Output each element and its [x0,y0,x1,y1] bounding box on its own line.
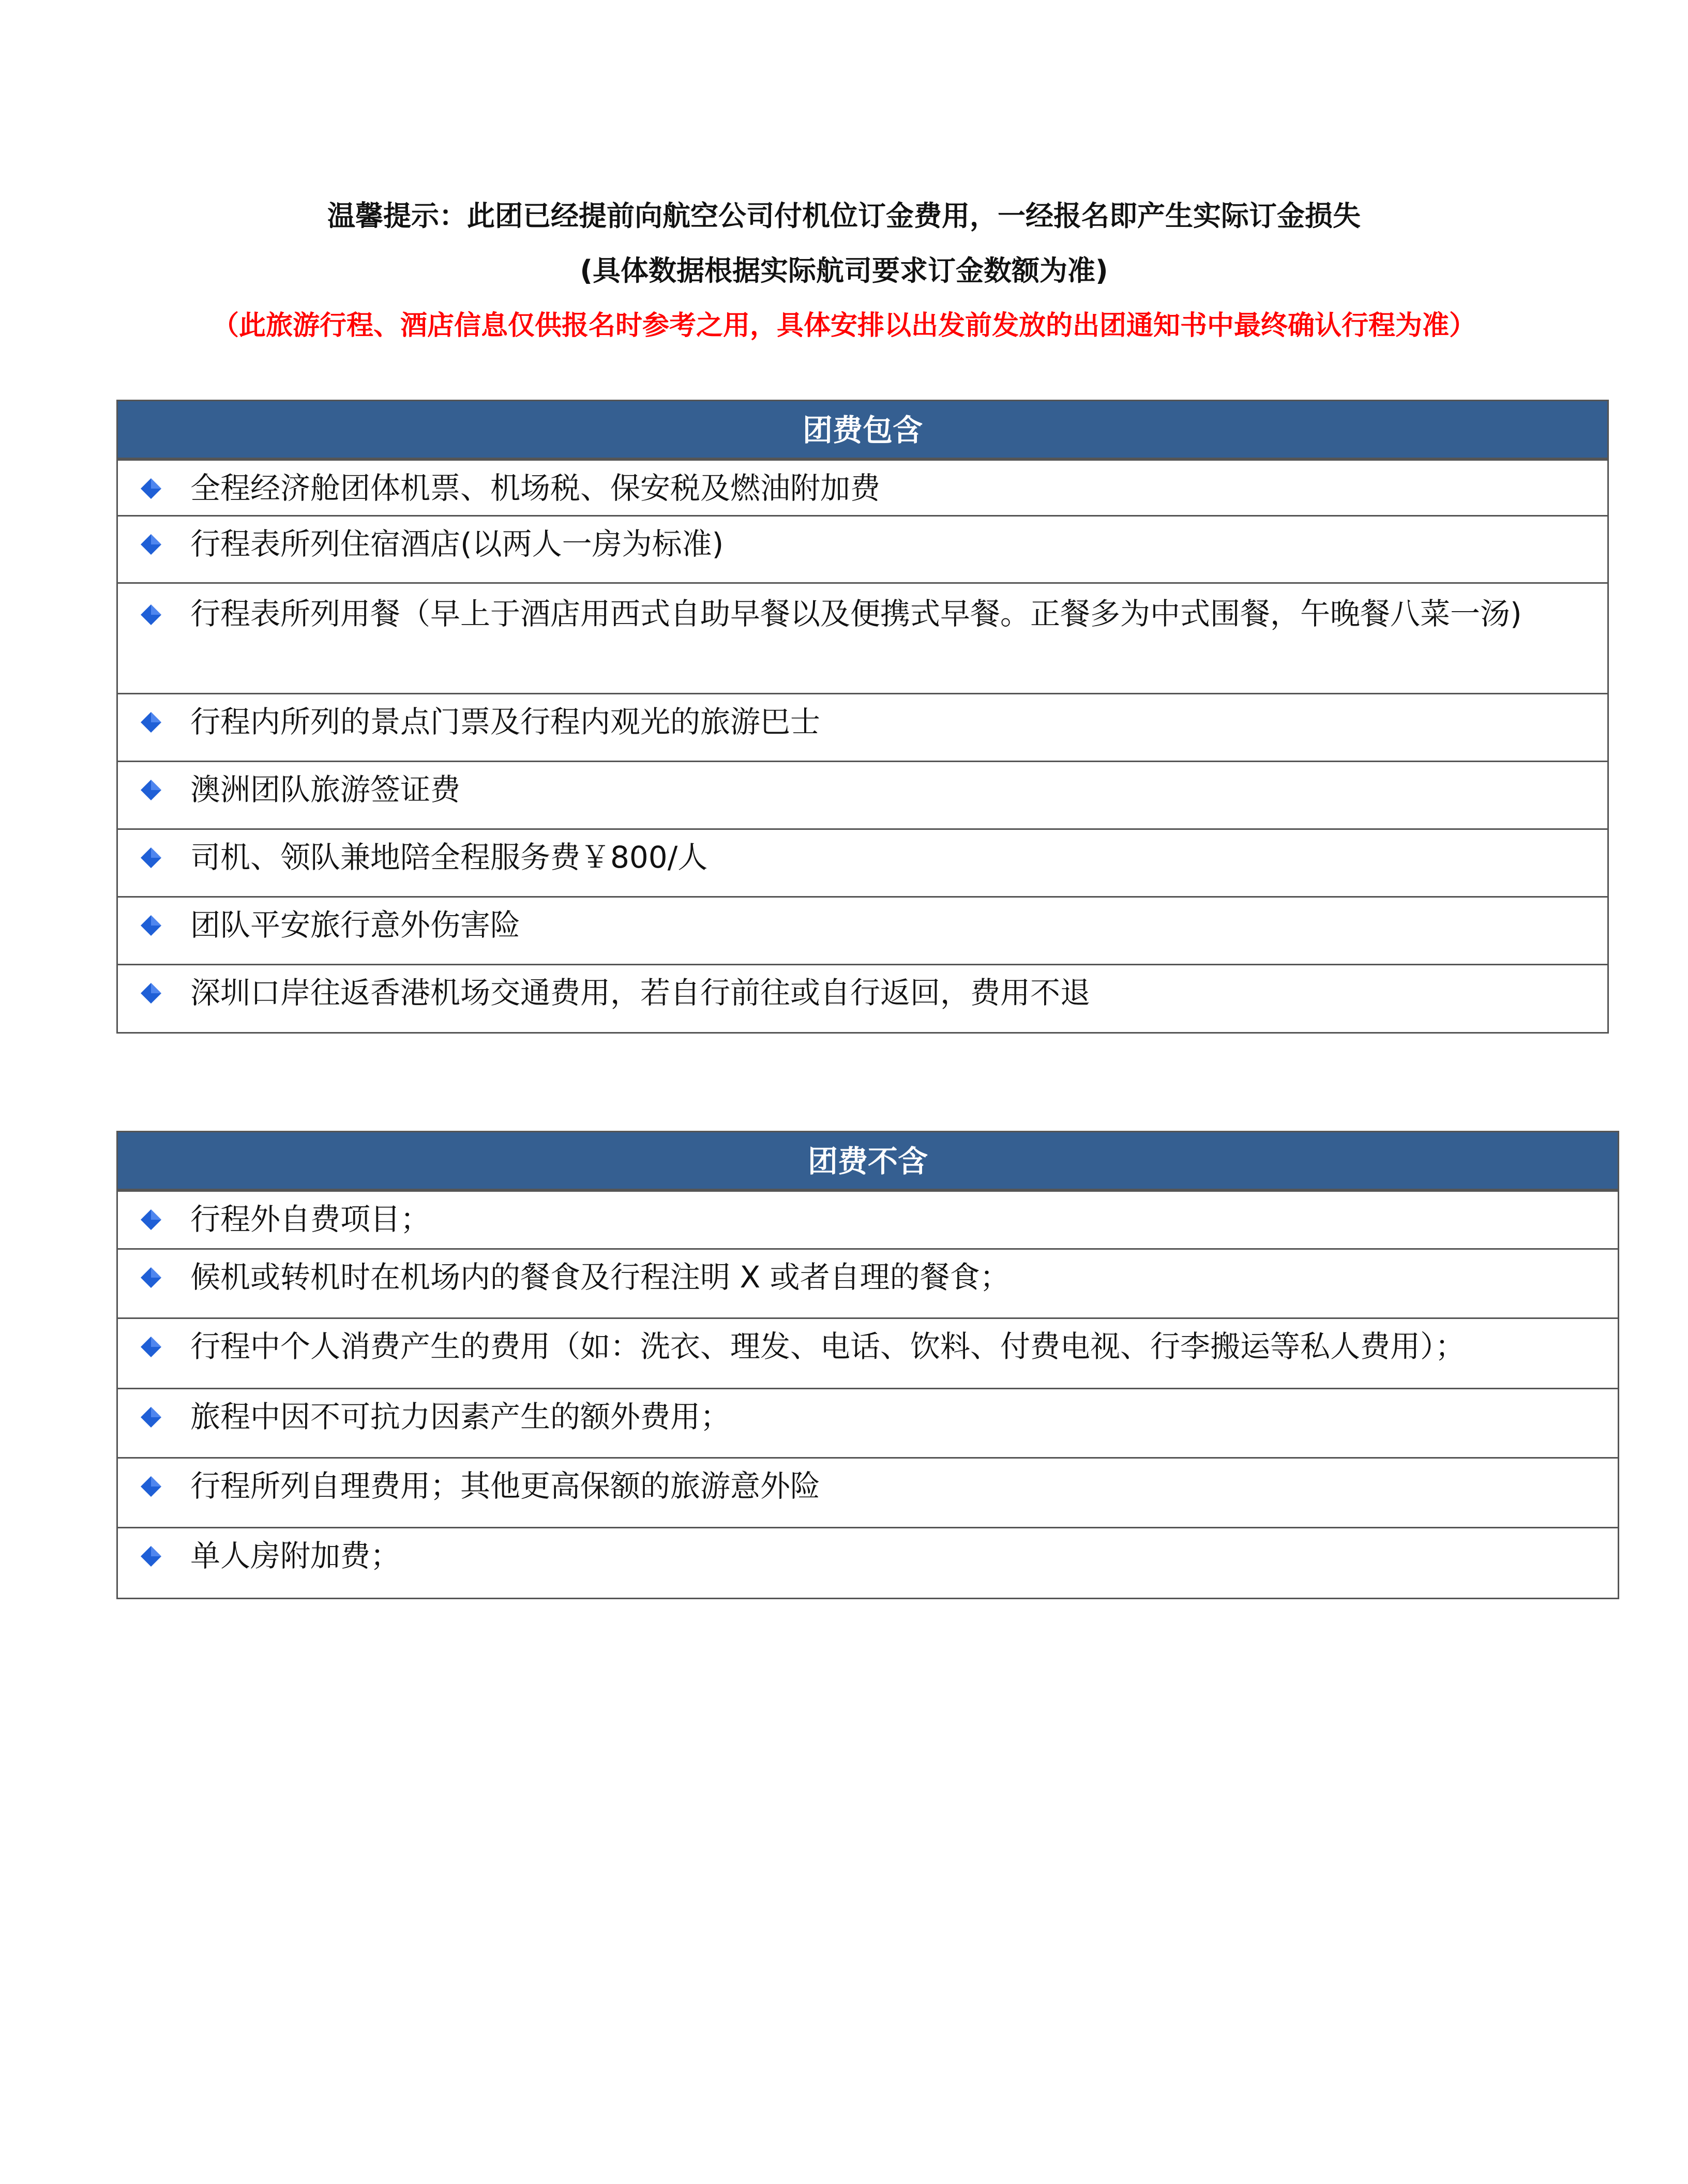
blue-diamond-icon [140,779,162,801]
list-item-text: 行程表所列用餐（早上于酒店用西式自助早餐以及便携式早餐。正餐多为中式围餐，午晚餐八菜一汤) [190,596,1522,631]
list-item-text: 行程表所列住宿酒店(以两人一房为标准) [190,526,724,562]
list-item [118,896,1607,964]
list-item-text: 行程所列自理费用；其他更高保额的旅游意外险 [190,1468,821,1504]
notice-itinerary-disclaimer: （此旅游行程、酒店信息仅供报名时参考之用，具体安排以出发前发放的出团通知书中最终确认行程为准） [212,310,1476,341]
list-item-text: 司机、领队兼地陪全程服务费￥800/人 [190,840,708,875]
fee-excluded-table [116,1131,1619,1599]
list-item-text: 候机或转机时在机场内的餐食及行程注明 X 或者自理的餐食； [190,1260,1010,1295]
list-item [118,1317,1618,1388]
blue-diamond-icon [140,914,162,937]
blue-diamond-icon [140,982,162,1005]
list-item-text: 深圳口岸往返香港机场交通费用，若自行前往或自行返回，费用不退 [190,975,1091,1010]
list-item-text: 全程经济舱团体机票、机场税、保安税及燃油附加费 [190,471,881,506]
list-item-text: 团队平安旅行意外伤害险 [190,907,521,943]
blue-diamond-icon [140,1266,162,1289]
blue-diamond-icon [140,1406,162,1429]
list-item [118,459,1607,515]
blue-diamond-icon [140,477,162,500]
list-item [118,582,1607,693]
list-item-text: 行程外自费项目； [190,1202,431,1237]
blue-diamond-icon [140,1336,162,1358]
notice-deposit-warning: 温馨提示：此团已经提前向航空公司付机位订金费用，一经报名即产生实际订金损失 [327,200,1361,232]
list-item [118,1190,1618,1248]
blue-diamond-icon [140,533,162,556]
blue-diamond-icon [140,1208,162,1231]
list-item [118,1527,1618,1598]
fee-excluded-title: 团费不含 [118,1132,1618,1190]
fee-included-title: 团费包含 [118,401,1607,459]
list-item-text: 行程内所列的景点门票及行程内观光的旅游巴士 [190,704,821,739]
list-item [118,1248,1618,1317]
notice-deposit-note: (具体数据根据实际航司要求订金数额为准) [580,254,1108,287]
blue-diamond-icon [140,711,162,734]
fee-included-table [116,400,1609,1034]
list-item-text: 澳洲团队旅游签证费 [190,772,461,807]
blue-diamond-icon [140,1475,162,1498]
list-item [118,964,1607,1032]
list-item-text: 行程中个人消费产生的费用（如：洗衣、理发、电话、饮料、付费电视、行李搬运等私人费用）； [190,1329,1466,1364]
blue-diamond-icon [140,1545,162,1568]
list-item [118,761,1607,828]
blue-diamond-icon [140,846,162,869]
list-item [118,1388,1618,1457]
blue-diamond-icon [140,603,162,626]
list-item-text: 单人房附加费； [190,1538,401,1573]
list-item [118,515,1607,582]
list-item [118,828,1607,896]
list-item [118,1457,1618,1527]
list-item [118,693,1607,761]
list-item-text: 旅程中因不可抗力因素产生的额外费用； [190,1399,731,1434]
